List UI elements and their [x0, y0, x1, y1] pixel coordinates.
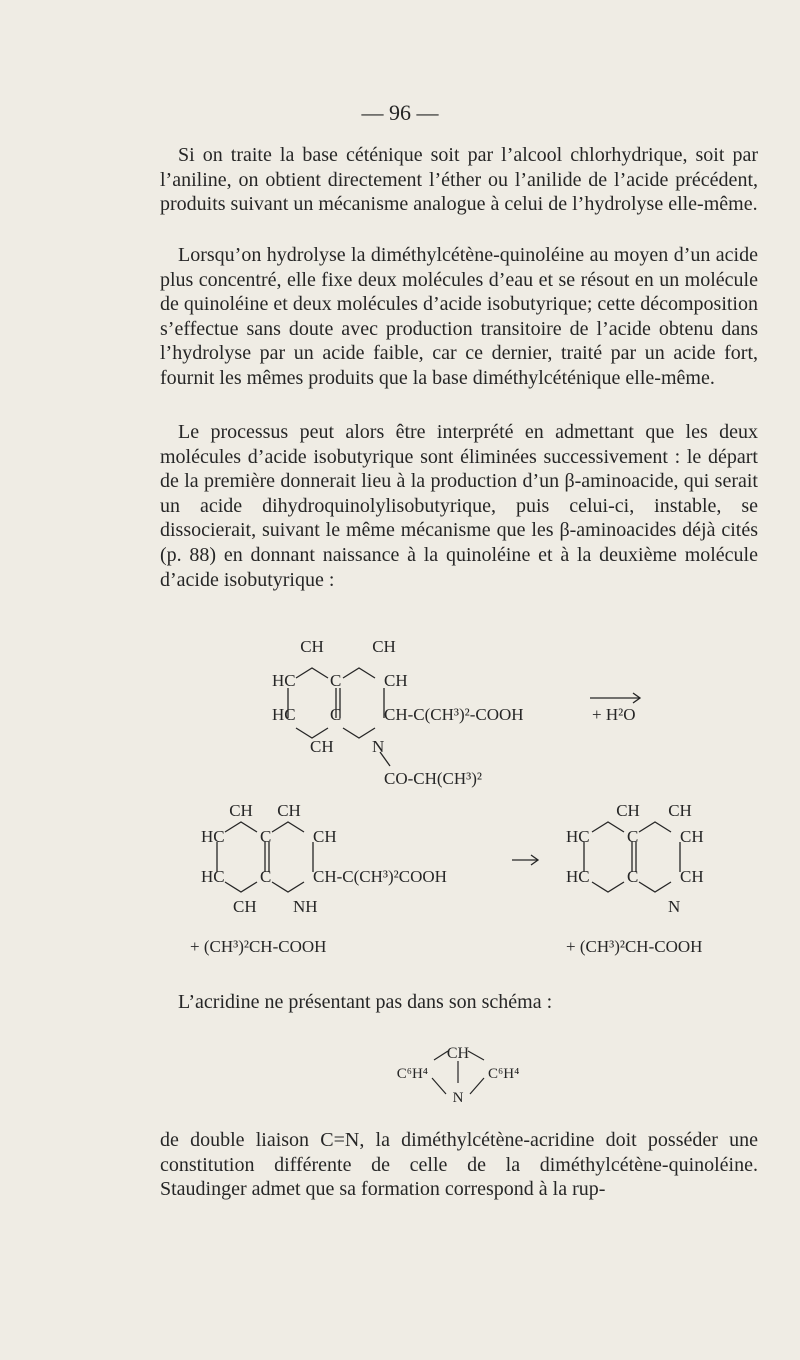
paragraph-1	[160, 143, 758, 217]
paragraph-1-text: Si on traite la base céténique soit par l’alcool chlorhydrique, soit par l’aniline, on obtient directement l’éther ou l’anilide de l’acide précédent, produits suivant un mécanisme analogue à celui de l’hydrolyse elle-même.	[160, 144, 758, 216]
f2-nh-bottom: NH	[293, 897, 318, 916]
f3-ch-right-upper: CH	[680, 827, 704, 846]
paragraph-5-text: de double liaison C=N, la diméthylcétène-acridine doit posséder une constitution différente de celle de la diméthylcétène-quinoléine. Staudinger admet que sa formation correspond à la rup-	[160, 1129, 758, 1201]
f2-hc-upper: HC	[201, 827, 225, 846]
f3-n-bottom: N	[668, 897, 681, 916]
reaction-scheme	[0, 630, 800, 970]
page-number: — 96 —	[361, 100, 439, 125]
f1-c-upper: C	[330, 671, 342, 690]
f3-ch-top-left: CH	[616, 801, 640, 820]
f1-n-bottom: N	[372, 737, 385, 756]
f1-substituent: CH-C(CH³)²-COOH	[384, 705, 524, 724]
acridine-right: C⁶H⁴	[488, 1066, 520, 1082]
f1-ch-right-upper: CH	[384, 671, 408, 690]
acridine-left: C⁶H⁴	[396, 1066, 428, 1082]
paragraph-3-text: Le processus peut alors être interprété en admettant que les deux molécules d’acide isobutyrique sont éliminées successivement : le départ de la première donnerait lieu à la production d’un β-aminoacide, qui serait un acide dihydroquinolylisobutyrique, puis celui-ci, instable, se dissocierait, suivant le même mécanisme que les β-aminoacides déjà cités (p. 88) en donnant naissance à la quinoléine et à la deuxième molécule d’acide isobutyrique :	[160, 421, 758, 591]
f2-ch-bottom: CH	[233, 897, 257, 916]
f3-hc-lower: HC	[566, 867, 590, 886]
acridine-top: CH	[446, 1045, 470, 1062]
paragraph-4	[160, 990, 758, 1015]
paragraph-3	[160, 420, 758, 592]
paragraph-2-text: Lorsqu’on hydrolyse la diméthylcétène-quinoléine au moyen d’un acide plus concentré, elle fixe deux molécules d’eau et se résout en un molécule de quinoléine et deux molécules d’acide isobutyrique; cette décomposition s’effectue sans doute avec production transitoire de l’acide obtenu dans l’hydrolyse par un acide faible, car ce dernier, traité par un acide fort, fournit les mêmes produits que la base diméthylcéténique elle-même.	[160, 244, 758, 389]
f1-ch-top-left: CH	[300, 637, 324, 656]
f1-ch-top-right: CH	[372, 637, 396, 656]
f3-ch-right-lower: CH	[680, 867, 704, 886]
f3-hc-upper: HC	[566, 827, 590, 846]
paragraph-5	[160, 1128, 758, 1202]
f2-ch-top-right: CH	[277, 801, 301, 820]
f1-reagent: + H²O	[592, 705, 636, 724]
f3-c-upper: C	[627, 827, 639, 846]
f3-c-lower: C	[627, 867, 639, 886]
formula1-bond-top-left	[296, 668, 328, 678]
f1-ch-bottom: CH	[310, 737, 334, 756]
f1-hc-upper: HC	[272, 671, 296, 690]
f2-byproduct: + (CH³)²CH-COOH	[190, 937, 327, 956]
f2-hc-lower: HC	[201, 867, 225, 886]
acridine-schema	[0, 1036, 800, 1116]
f2-substituent: CH-C(CH³)²COOH	[313, 867, 447, 886]
f1-acyl: CO-CH(CH³)²	[384, 769, 483, 788]
paragraph-4-text: L’acridine ne présentant pas dans son schéma :	[178, 991, 553, 1013]
formula1-bond-top-right	[343, 668, 375, 678]
f1-hc-lower: HC	[272, 705, 296, 724]
f1-c-lower: C	[330, 705, 342, 724]
f2-c-lower: C	[260, 867, 272, 886]
f2-ch-right-upper: CH	[313, 827, 337, 846]
f2-ch-top-left: CH	[229, 801, 253, 820]
f3-ch-top-right: CH	[668, 801, 692, 820]
acridine-bottom: N	[452, 1090, 464, 1106]
paragraph-2	[160, 243, 758, 391]
f3-byproduct: + (CH³)²CH-COOH	[566, 937, 703, 956]
f2-c-upper: C	[260, 827, 272, 846]
